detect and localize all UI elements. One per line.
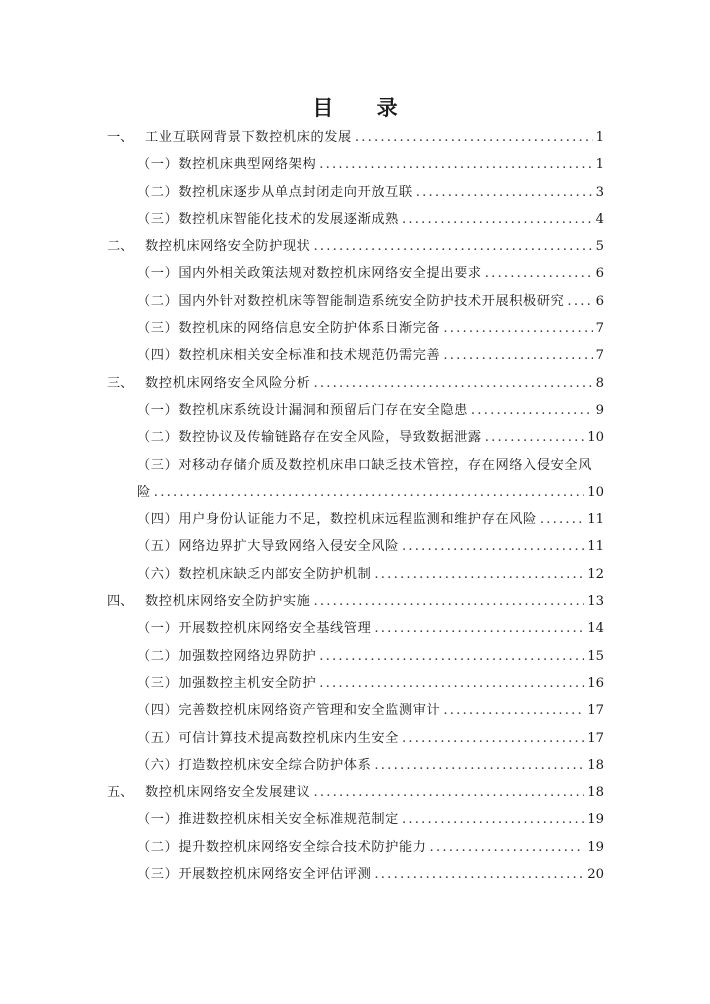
toc-leader-dots (416, 179, 593, 206)
toc-entry-text: （二）数控协议及传输链路存在安全风险，导致数据泄露 (137, 430, 482, 446)
toc-subsection[interactable] (107, 533, 604, 560)
toc-subsection[interactable] (107, 697, 604, 724)
toc-page-number: 12 (587, 566, 604, 582)
toc-page-number: 9 (595, 402, 604, 418)
toc-entry-text: （五）可信计算技术提高数控机床内生安全 (137, 730, 399, 746)
toc-leader-dots (319, 670, 584, 697)
toc-section[interactable] (107, 779, 604, 806)
toc-leader-dots (402, 206, 593, 233)
toc-page-number: 20 (587, 867, 604, 883)
toc-leader-dots (313, 588, 584, 615)
toc-page-number: 10 (587, 484, 604, 500)
toc-entry-text: 险 (137, 484, 151, 500)
table-of-contents (107, 124, 604, 888)
toc-section-number: 三、 (107, 375, 134, 391)
toc-leader-dots (402, 725, 584, 752)
toc-entry-text: （二）国内外针对数控机床等智能制造系统安全防护技术开展积极研究 (137, 293, 565, 309)
toc-page-number: 10 (587, 430, 604, 446)
toc-leader-dots (374, 861, 584, 888)
toc-page-number: 5 (595, 239, 604, 255)
toc-entry-text: 数控机床网络安全防护现状 (145, 239, 311, 255)
toc-section[interactable] (107, 233, 604, 260)
toc-subsection[interactable] (107, 397, 604, 424)
toc-entry-text: （二）提升数控机床网络安全综合技术防护能力 (137, 839, 427, 855)
toc-leader-dots (355, 124, 593, 151)
toc-entry-text: （五）网络边界扩大导致网络入侵安全风险 (137, 539, 399, 555)
toc-entry-text: （一）推进数控机床相关安全标准规范制定 (137, 812, 399, 828)
toc-leader-dots (402, 533, 584, 560)
toc-entry-text: （一）数控机床系统设计漏洞和预留后门存在安全隐患 (137, 402, 468, 418)
toc-leader-dots (430, 834, 585, 861)
toc-page-number: 6 (595, 266, 604, 282)
toc-leader-dots (567, 288, 592, 315)
toc-section[interactable] (107, 588, 604, 615)
toc-subsection[interactable] (107, 424, 604, 451)
toc-entry-text: （三）数控机床的网络信息安全防护体系日渐完备 (137, 321, 441, 337)
toc-entry-text: （四）完善数控机床网络资产管理和安全监测审计 (137, 703, 441, 719)
toc-subsection[interactable] (107, 643, 604, 670)
toc-entry-text: 数控机床网络安全发展建议 (145, 785, 311, 801)
toc-section-number: 五、 (107, 785, 134, 801)
toc-page-number: 1 (595, 130, 604, 145)
toc-subsection[interactable] (107, 670, 604, 697)
toc-page-number: 17 (587, 730, 604, 746)
toc-entry-text: （一）国内外相关政策法规对数控机床网络安全提出要求 (137, 266, 482, 282)
toc-subsection[interactable] (107, 315, 604, 342)
toc-entry-text: （六）打造数控机床安全综合防护体系 (137, 757, 372, 773)
toc-page-number: 6 (595, 293, 604, 309)
toc-subsection[interactable] (107, 561, 604, 588)
page-title: 目 录 (312, 96, 416, 120)
toc-page-number: 18 (587, 757, 604, 773)
toc-leader-dots (319, 643, 584, 670)
toc-subsection[interactable] (107, 206, 604, 233)
toc-page-number: 8 (595, 375, 604, 391)
toc-subsection[interactable] (107, 806, 604, 833)
toc-leader-dots (471, 397, 593, 424)
toc-leader-dots (374, 615, 584, 642)
toc-entry-text: （四）用户身份认证能力不足，数控机床远程监测和维护存在风险 (137, 512, 537, 528)
toc-subsection[interactable] (107, 725, 604, 752)
toc-page-number: 14 (587, 621, 604, 637)
toc-entry-text: （二）数控机床逐步从单点封闭走向开放互联 (137, 184, 413, 200)
toc-subsection[interactable] (107, 260, 604, 287)
toc-page-number: 19 (587, 839, 604, 855)
toc-entry-text: 工业互联网背景下数控机床的发展 (145, 130, 352, 145)
toc-section-number: 二、 (107, 239, 134, 255)
toc-entry-text: 数控机床网络安全防护实施 (145, 594, 311, 610)
toc-page-number: 7 (595, 348, 604, 364)
toc-leader-dots (540, 506, 584, 533)
toc-section[interactable] (107, 124, 604, 151)
toc-section-number: 四、 (107, 594, 134, 610)
toc-page-number: 11 (587, 539, 604, 555)
toc-page-number: 17 (587, 703, 604, 719)
toc-page-number: 13 (587, 594, 604, 610)
toc-leader-dots (319, 151, 592, 178)
toc-page-number: 3 (595, 184, 604, 200)
toc-page-number: 16 (587, 675, 604, 691)
toc-section[interactable] (107, 370, 604, 397)
toc-subsection[interactable] (107, 342, 604, 369)
toc-entry-text: （三）加强数控主机安全防护 (137, 675, 317, 691)
toc-leader-dots (374, 561, 584, 588)
toc-subsection[interactable] (107, 861, 604, 888)
toc-entry-text: （二）加强数控网络边界防护 (137, 648, 317, 664)
toc-leader-dots (154, 479, 584, 506)
toc-page-number: 15 (587, 648, 604, 664)
toc-entry-text: 数控机床网络安全风险分析 (145, 375, 311, 391)
toc-page-number: 7 (595, 321, 604, 337)
toc-leader-dots (443, 697, 584, 724)
toc-leader-dots (402, 806, 584, 833)
toc-leader-dots (313, 779, 584, 806)
toc-entry-text: （一）开展数控机床网络安全基线管理 (137, 621, 372, 637)
toc-entry-text: （四）数控机床相关安全标准和技术规范仍需完善 (137, 348, 441, 364)
toc-entry[interactable] (107, 479, 604, 506)
toc-leader-dots (485, 424, 585, 451)
toc-section-number: 一、 (107, 130, 134, 145)
toc-leader-dots (313, 233, 592, 260)
toc-entry-text[interactable]: （三）对移动存储介质及数控机床串口缺乏技术管控，存在网络入侵安全风 (137, 457, 592, 473)
toc-subsection[interactable] (107, 615, 604, 642)
toc-subsection[interactable] (107, 752, 604, 779)
toc-subsection[interactable] (107, 834, 604, 861)
toc-entry-text: （六）数控机床缺乏内部安全防护机制 (137, 566, 372, 582)
toc-leader-dots (443, 342, 592, 369)
toc-page-number: 18 (587, 785, 604, 801)
toc-leader-dots (313, 370, 592, 397)
toc-subsection[interactable] (107, 151, 604, 178)
toc-page-number: 19 (587, 812, 604, 828)
toc-subsection[interactable] (107, 179, 604, 206)
toc-leader-dots (485, 260, 593, 287)
toc-leader-dots (443, 315, 592, 342)
toc-subsection[interactable] (107, 288, 604, 315)
toc-entry-text: （三）开展数控机床网络安全评估评测 (137, 867, 372, 883)
toc-leader-dots (374, 752, 584, 779)
toc-subsection[interactable] (107, 506, 604, 533)
toc-entry-text: （一）数控机床典型网络架构 (137, 157, 317, 173)
toc-page-number: 1 (595, 157, 604, 173)
toc-page-number: 4 (595, 211, 604, 227)
toc-page-number: 11 (587, 512, 604, 528)
toc-entry-text: （三）数控机床智能化技术的发展逐渐成熟 (137, 211, 399, 227)
